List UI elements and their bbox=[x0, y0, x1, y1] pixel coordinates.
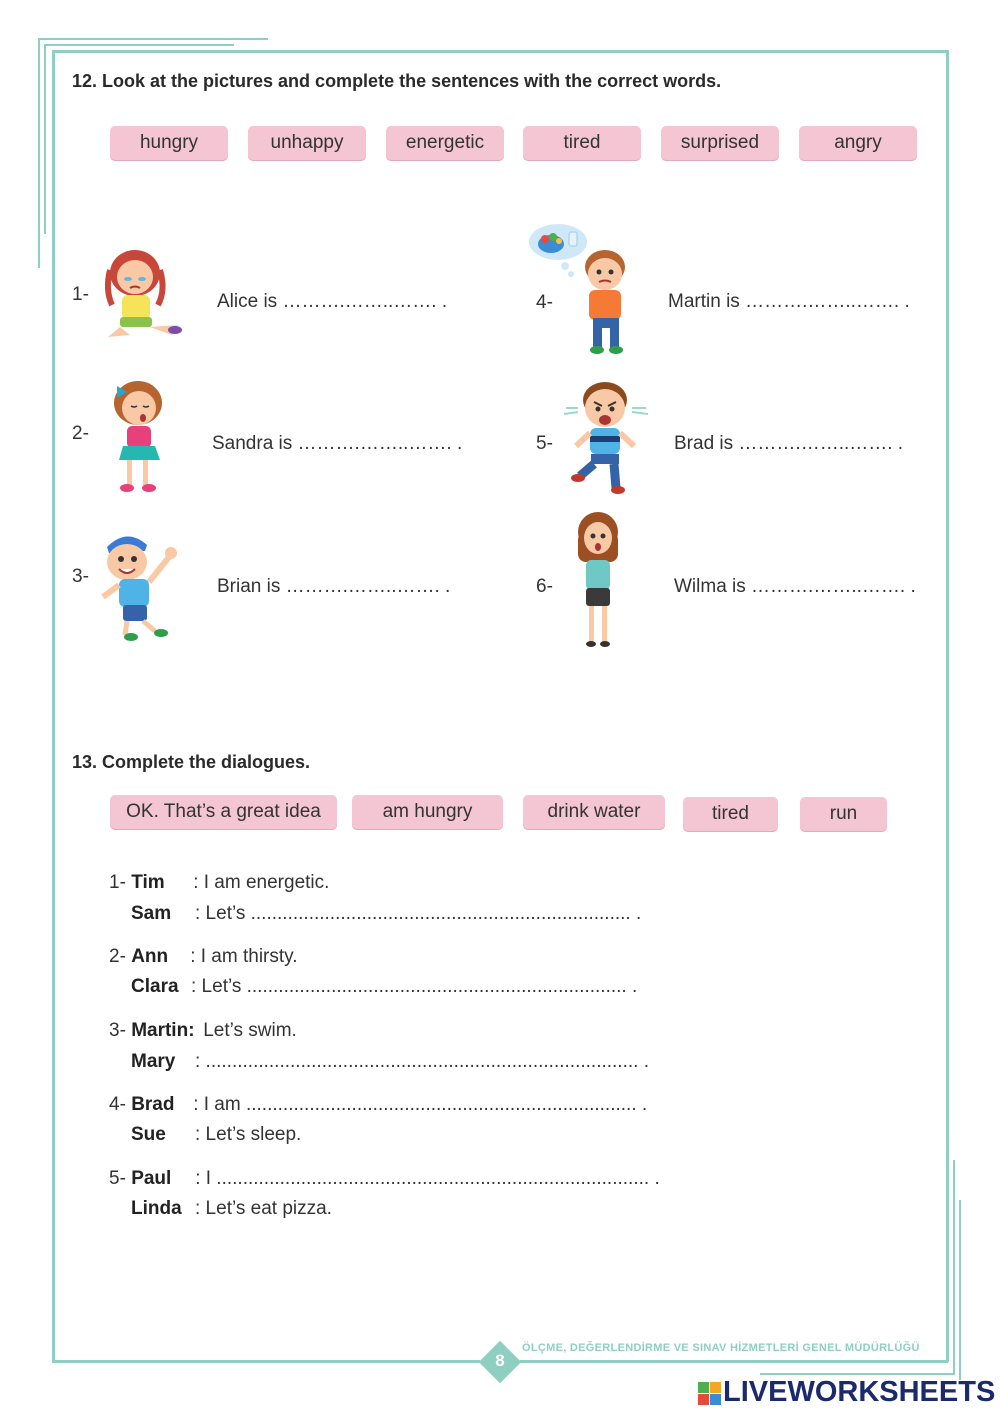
speaker-name: Linda bbox=[131, 1198, 182, 1219]
word-chip[interactable]: hungry bbox=[110, 126, 228, 160]
speaker-name: Paul bbox=[131, 1168, 172, 1189]
item-number: 5- bbox=[536, 433, 553, 454]
speaker-name: Mary bbox=[131, 1051, 176, 1072]
speaker-name: Tim bbox=[131, 872, 165, 893]
dialogue-text: : .................................................................................. . bbox=[195, 1051, 649, 1072]
dialogue-number: 2- bbox=[109, 946, 126, 967]
footer-organization: ÖLÇME, DEĞERLENDİRME VE SINAV HİZMETLERİ GENEL MÜDÜRLÜĞÜ bbox=[522, 1342, 920, 1354]
sentence-brad: Brad is ……….……..……. . bbox=[674, 433, 904, 454]
sentence-alice: Alice is ……….……..……. . bbox=[217, 291, 448, 312]
word-chip[interactable]: surprised bbox=[661, 126, 779, 160]
energetic-boy-picture bbox=[97, 527, 185, 642]
dialogue-text: : Let’s ........................................................................ . bbox=[195, 903, 642, 924]
liveworksheets-logo-icon bbox=[698, 1382, 722, 1406]
item-number: 2- bbox=[72, 423, 89, 444]
phrase-chip[interactable]: OK. That’s a great idea bbox=[110, 795, 337, 829]
word-chip[interactable]: angry bbox=[799, 126, 917, 160]
dialogue-5-line-b bbox=[131, 1198, 332, 1220]
dialogue-number: 3- bbox=[109, 1020, 126, 1041]
liveworksheets-logo: LIVEWORKSHEETS bbox=[723, 1376, 996, 1408]
dialogue-number: 1- bbox=[109, 872, 126, 893]
speaker-name: Brad bbox=[131, 1094, 175, 1115]
tired-girl-picture bbox=[105, 378, 175, 496]
phrase-chip[interactable]: run bbox=[800, 797, 887, 831]
dialogue-text: : Let’s eat pizza. bbox=[195, 1198, 332, 1219]
question-13-title: 13. Complete the dialogues. bbox=[72, 752, 311, 772]
phrase-chip[interactable]: tired bbox=[683, 797, 778, 831]
speaker-name: Ann bbox=[131, 946, 169, 967]
phrase-chip[interactable]: am hungry bbox=[352, 795, 503, 829]
item-number: 3- bbox=[72, 566, 89, 587]
dialogue-text: Let’s swim. bbox=[203, 1020, 297, 1041]
sentence-brian: Brian is ……….……..……. . bbox=[217, 576, 451, 597]
page-number: 8 bbox=[495, 1351, 505, 1370]
dialogue-number: 4- bbox=[109, 1094, 126, 1115]
dialogue-3-line-b bbox=[131, 1051, 649, 1073]
dialogue-text: : Let’s ........................................................................ . bbox=[191, 976, 638, 997]
phrase-chip[interactable]: drink water bbox=[523, 795, 665, 829]
dialogue-5-line-a bbox=[109, 1168, 660, 1190]
word-chip[interactable]: energetic bbox=[386, 126, 504, 160]
dialogue-2-line-b bbox=[131, 976, 637, 998]
item-number: 6- bbox=[536, 576, 553, 597]
sentence-wilma: Wilma is ……….……..……. . bbox=[674, 576, 916, 597]
speaker-name: Sue bbox=[131, 1124, 166, 1145]
item-number: 1- bbox=[72, 284, 89, 305]
speaker-name: Sam bbox=[131, 903, 172, 924]
dialogue-number: 5- bbox=[109, 1168, 126, 1189]
dialogue-text: : I am thirsty. bbox=[190, 946, 298, 967]
dialogue-text: : I am energetic. bbox=[193, 872, 330, 893]
surprised-woman-picture bbox=[572, 510, 624, 650]
sentence-sandra: Sandra is ……….……..……. . bbox=[212, 433, 463, 454]
item-number: 4- bbox=[536, 292, 553, 313]
dialogue-4-line-b bbox=[131, 1124, 301, 1146]
dialogue-text: : Let’s sleep. bbox=[195, 1124, 302, 1145]
dialogue-2-line-a bbox=[109, 946, 298, 968]
dialogue-3-line-a bbox=[109, 1020, 297, 1042]
crying-girl-picture bbox=[100, 245, 185, 345]
question-12-title: 12. Look at the pictures and complete the sentences with the correct words. bbox=[72, 71, 722, 91]
word-chip[interactable]: tired bbox=[523, 126, 641, 160]
angry-boy-picture bbox=[560, 378, 652, 496]
dialogue-4-line-a bbox=[109, 1094, 647, 1116]
dialogue-text: : I am .......................................................................... . bbox=[193, 1094, 648, 1115]
dialogue-text: : I .................................................................................. . bbox=[195, 1168, 660, 1189]
word-chip[interactable]: unhappy bbox=[248, 126, 366, 160]
speaker-name: Martin: bbox=[131, 1020, 195, 1041]
dialogue-1-line-b bbox=[131, 903, 641, 925]
sentence-martin: Martin is ……….……..……. . bbox=[668, 291, 910, 312]
hungry-boy-picture bbox=[527, 222, 637, 357]
speaker-name: Clara bbox=[131, 976, 179, 997]
dialogue-1-line-a bbox=[109, 872, 329, 894]
